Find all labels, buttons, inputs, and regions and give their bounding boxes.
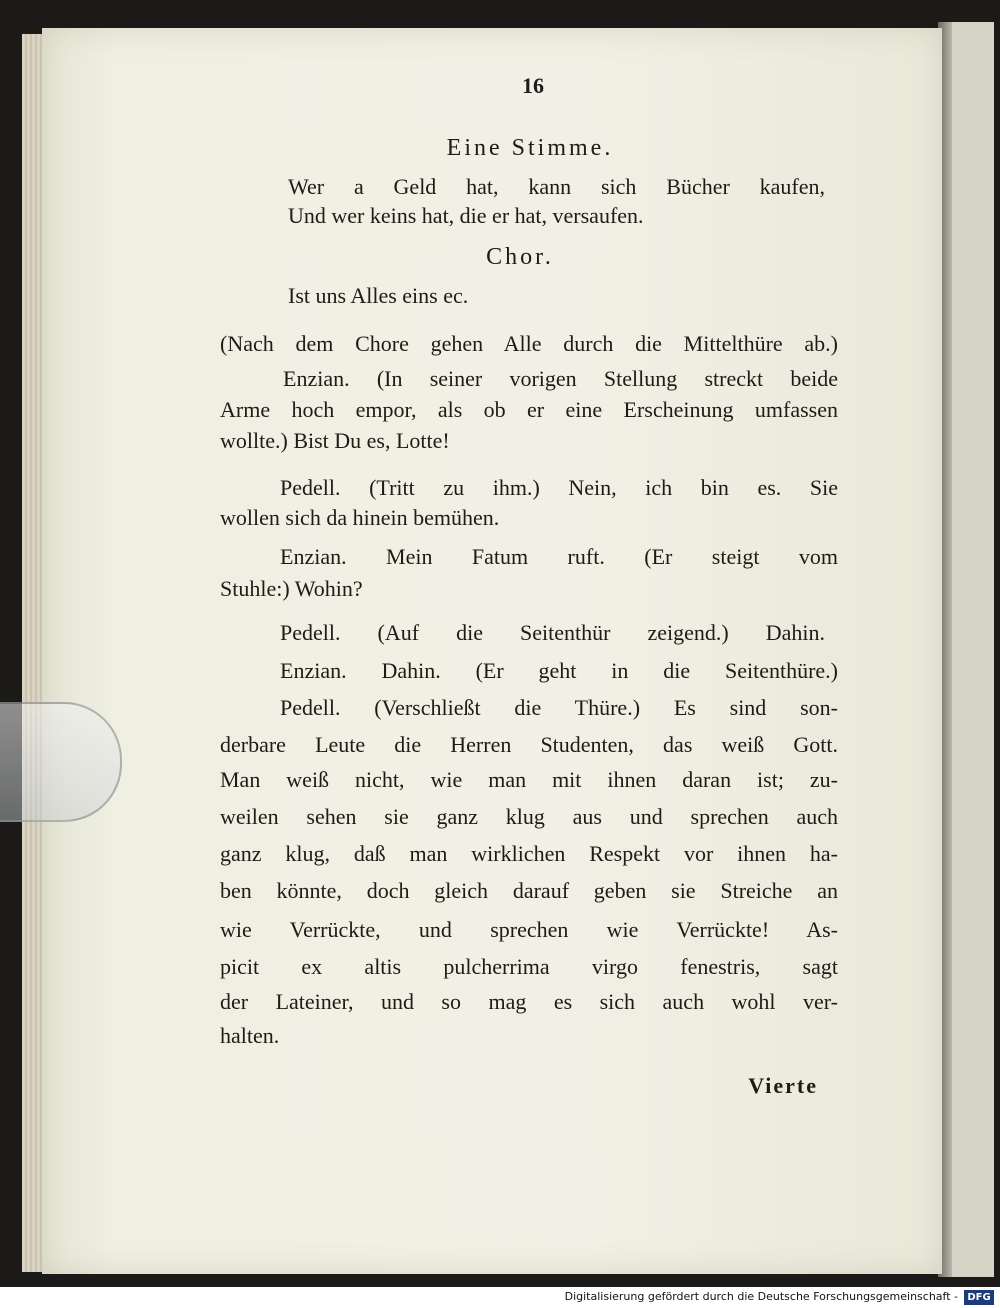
text-line: wollen sich da hinein bemühen.	[220, 505, 500, 530]
stage-direction: (Nach dem Chore gehen Alle durch die Mittelthüre ab.)	[220, 331, 838, 356]
page-number: 16	[522, 73, 544, 98]
text-line: Pedell. (Tritt zu ihm.) Nein, ich bin es. Sie	[280, 475, 838, 500]
text-line: ben könnte, doch gleich darauf geben sie Streiche an	[220, 878, 838, 903]
text-line: der Lateiner, und so mag es sich auch wohl ver-	[220, 989, 838, 1014]
verse-line: Und wer keins hat, die er hat, versaufen.	[288, 203, 644, 228]
verse-line: Ist uns Alles eins ec.	[288, 283, 469, 308]
speaker-heading: Eine Stimme.	[446, 135, 614, 161]
text-line: ganz klug, daß man wirklichen Respekt vor ihnen ha-	[220, 841, 838, 866]
text-line: Enzian. Dahin. (Er geht in die Seitenthüre.)	[280, 658, 838, 683]
text-line: wie Verrückte, und sprechen wie Verrückte! As-	[220, 917, 838, 942]
footer-credit: Digitalisierung gefördert durch die Deutsche Forschungsgemeinschaft -	[564, 1290, 958, 1303]
text-line: Stuhle:) Wohin?	[220, 576, 363, 601]
text-line: Man weiß nicht, wie man mit ihnen daran ist; zu-	[220, 767, 838, 792]
catchword: Vierte	[748, 1073, 818, 1098]
text-line: Enzian. (In seiner vorigen Stellung streckt beide	[283, 366, 838, 391]
page-clip	[0, 702, 122, 822]
text-line: weilen sehen sie ganz klug aus und sprechen auch	[220, 804, 838, 829]
text-line: Pedell. (Verschließt die Thüre.) Es sind son-	[280, 695, 838, 720]
speaker-heading: Chor.	[486, 244, 554, 270]
text-line: derbare Leute die Herren Studenten, das weiß Gott.	[220, 732, 838, 757]
text-line: picit ex altis pulcherrima virgo fenestris, sagt	[220, 954, 838, 979]
text-line: Enzian. Mein Fatum ruft. (Er steigt vom	[280, 544, 838, 569]
dfg-logo: DFG	[964, 1290, 994, 1305]
verse-line: Wer a Geld hat, kann sich Bücher kaufen,	[288, 174, 825, 199]
text-line: wollte.) Bist Du es, Lotte!	[220, 428, 450, 453]
footer-bar	[0, 1287, 1000, 1308]
text-line: Pedell. (Auf die Seitenthür zeigend.) Dahin.	[280, 620, 825, 645]
text-line: halten.	[220, 1023, 280, 1048]
text-line: Arme hoch empor, als ob er eine Erscheinung umfassen	[220, 397, 838, 422]
